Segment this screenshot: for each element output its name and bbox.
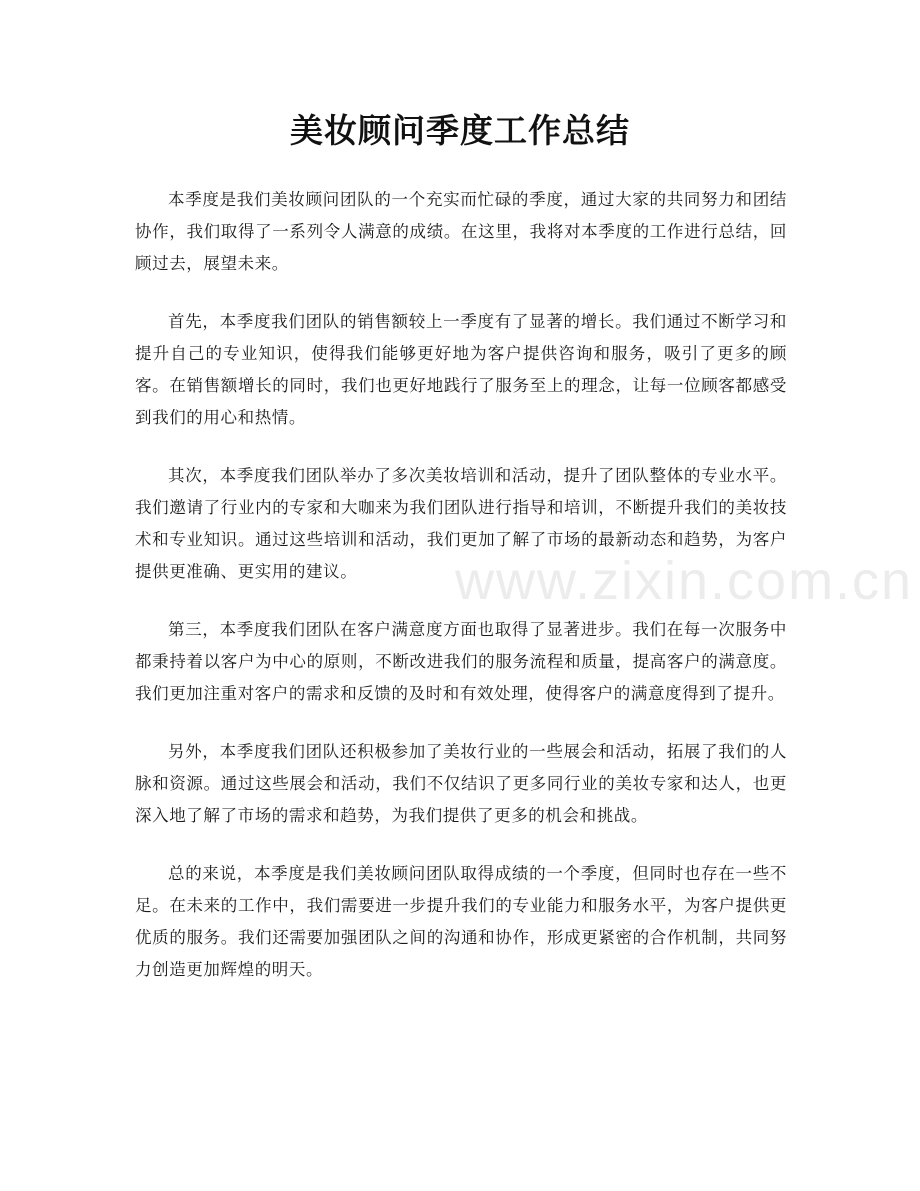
paragraph-4: 第三，本季度我们团队在客户满意度方面也取得了显著进步。我们在每一次服务中都秉持着以客户为中心的原则，不断改进我们的服务流程和质量，提高客户的满意度。我们更加注重对客户的需求和反馈的及时和有效处理，使得客户的满意度得到了提升。: [135, 620, 787, 703]
paragraph-1: 本季度是我们美妆顾问团队的一个充实而忙碌的季度，通过大家的共同努力和团结协作，我们取得了一系列令人满意的成绩。在这里，我将对本季度的工作进行总结，回顾过去，展望未来。: [135, 190, 787, 273]
paragraph-3: 其次，本季度我们团队举办了多次美妆培训和活动，提升了团队整体的专业水平。我们邀请了行业内的专家和大咖来为我们团队进行指导和培训，不断提升我们的美妆技术和专业知识。通过这些培训和活动，我们更加了解了市场的最新动态和趋势，为客户提供更准确、更实用的建议。: [135, 466, 787, 581]
paragraph-6: 总的来说，本季度是我们美妆顾问团队取得成绩的一个季度，但同时也存在一些不足。在未来的工作中，我们需要进一步提升我们的专业能力和服务水平，为客户提供更优质的服务。我们还需要加强团队之间的沟通和协作，形成更紧密的合作机制，共同努力创造更加辉煌的明天。: [135, 864, 787, 979]
document-title: 美妆顾问季度工作总结: [290, 111, 630, 150]
document-body: [135, 184, 787, 1012]
paragraph-2: 首先，本季度我们团队的销售额较上一季度有了显著的增长。我们通过不断学习和提升自己的专业知识，使得我们能够更好地为客户提供咨询和服务，吸引了更多的顾客。在销售额增长的同时，我们也更好地践行了服务至上的理念，让每一位顾客都感受到我们的用心和热情。: [135, 312, 787, 427]
paragraph-5: 另外，本季度我们团队还积极参加了美妆行业的一些展会和活动，拓展了我们的人脉和资源。通过这些展会和活动，我们不仅结识了更多同行业的美妆专家和达人，也更深入地了解了市场的需求和趋势，为我们提供了更多的机会和挑战。: [135, 742, 787, 825]
watermark: www.zixin.com.cn: [455, 551, 914, 611]
